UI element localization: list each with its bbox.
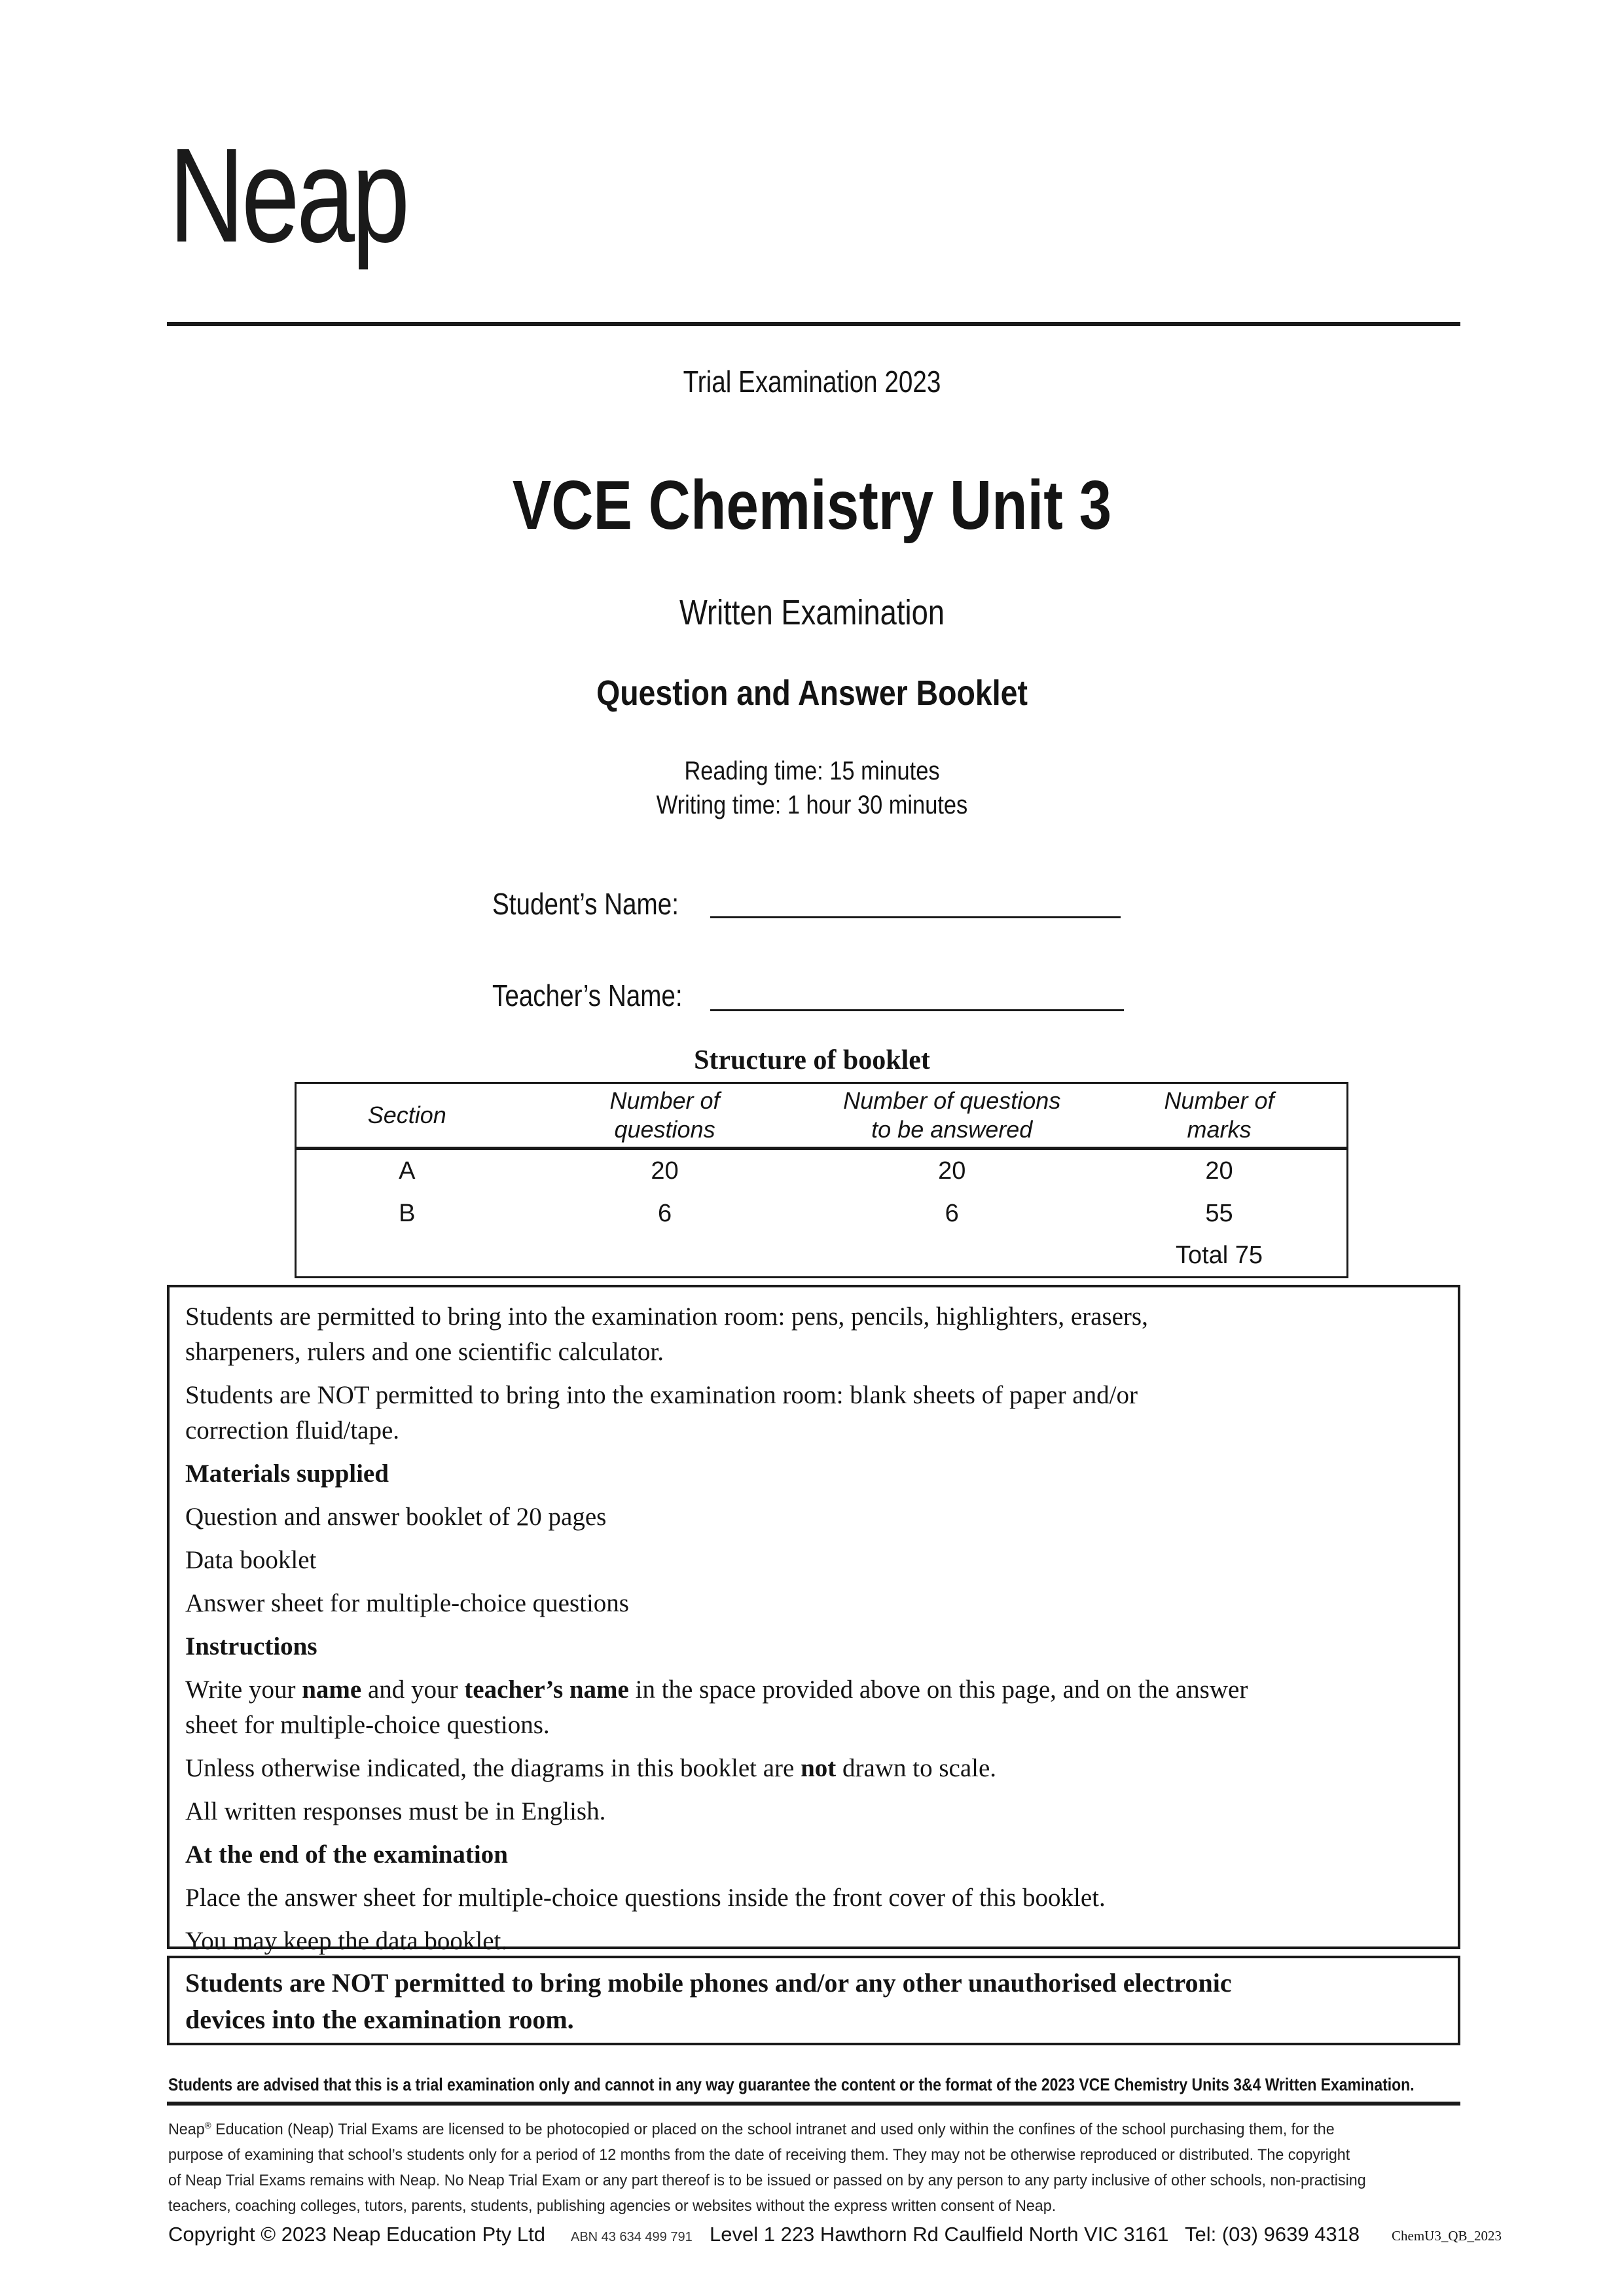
table-cell-empty	[518, 1235, 812, 1278]
text-line: correction fluid/tape.	[185, 1416, 400, 1444]
text-run-bold: name	[302, 1676, 362, 1704]
text-line: Students are NOT permitted to bring into the examination room: blank sheets of paper and/or	[185, 1381, 1138, 1409]
table-cell: A	[399, 1157, 416, 1185]
column-header-text: Number of questions to be answered	[843, 1087, 1061, 1143]
exam-series-title: Trial Examination 2023	[683, 365, 941, 399]
permitted-items-paragraph	[185, 1299, 1441, 1370]
telephone-text: Tel: (03) 9639 4318	[1185, 2223, 1360, 2246]
legal-line: of Neap Trial Exams remains with Neap. No Neap Trial Exam or any part thereof is to be issued or passed on by any person to any party inclusive of other schools, non-practising	[168, 2172, 1366, 2189]
table-cell-total: Total 75	[1175, 1241, 1263, 1269]
text-run: Education (Neap) Trial Exams are licensed to be photocopied or placed on the school intranet and used only within the confines of the school purchasing them, for the	[211, 2121, 1335, 2138]
teacher-name-label: Teacher’s Name:	[492, 978, 683, 1013]
copyright-text: Copyright © 2023 Neap Education Pty Ltd	[168, 2223, 546, 2246]
materials-item: Question and answer booklet of 20 pages	[185, 1503, 607, 1531]
text-run: in the space provided above on this page, and on the answer	[628, 1676, 1248, 1704]
exam-title: VCE Chemistry Unit 3	[512, 467, 1112, 544]
end-of-exam-heading: At the end of the examination	[185, 1840, 508, 1869]
table-cell: 20	[938, 1157, 966, 1185]
text-run: Neap	[168, 2121, 205, 2138]
materials-supplied-heading: Materials supplied	[185, 1460, 389, 1488]
write-name-instruction	[185, 1672, 1441, 1743]
table-cell: 55	[1205, 1199, 1233, 1227]
text-run: Write your	[185, 1676, 302, 1704]
not-permitted-items-paragraph	[185, 1378, 1441, 1448]
legal-line	[168, 2113, 1366, 2142]
text-line: Students are permitted to bring into the examination room: pens, pencils, highlighters, erasers,	[185, 1302, 1148, 1331]
table-cell-empty	[812, 1235, 1092, 1278]
text-line: devices into the examination room.	[185, 2005, 574, 2034]
column-header-section: Section	[367, 1102, 446, 1128]
materials-item: Answer sheet for multiple-choice questions	[185, 1589, 629, 1617]
text-run-bold: not	[801, 1754, 837, 1782]
footer-divider-rule	[167, 2102, 1460, 2106]
column-header-num-answered	[812, 1083, 1092, 1149]
column-header-num-marks	[1092, 1083, 1348, 1149]
table-cell: 6	[945, 1199, 959, 1227]
table-cell: B	[399, 1199, 416, 1227]
instructions-heading: Instructions	[185, 1632, 317, 1660]
structure-table-header-row	[296, 1083, 1348, 1149]
diagrams-scale-note	[185, 1751, 1441, 1786]
structure-table-title: Structure of booklet	[694, 1045, 930, 1075]
booklet-type-title: Question and Answer Booklet	[596, 673, 1028, 713]
table-cell: 6	[657, 1199, 672, 1227]
legal-line: teachers, coaching colleges, tutors, parents, students, publishing agencies or websites without the express written consent of Neap.	[168, 2197, 1056, 2215]
text-line	[185, 1672, 1441, 1708]
teacher-name-input[interactable]	[710, 1009, 1124, 1011]
column-header-text: Number of questions	[609, 1087, 720, 1143]
masthead-divider-rule	[167, 322, 1460, 326]
structure-table	[295, 1082, 1348, 1278]
text-run: Unless otherwise indicated, the diagrams in this booklet are	[185, 1754, 801, 1782]
trial-exam-advisory-note: Students are advised that this is a trial examination only and cannot in any way guarantee the content or the format of the 2023 VCE Chemistry Units 3&4 Written Examination.	[168, 2075, 1415, 2094]
text-run: drawn to scale.	[836, 1754, 997, 1782]
column-header-num-questions	[518, 1083, 812, 1149]
registered-trademark-symbol: ®	[204, 2120, 211, 2130]
address-text: Level 1 223 Hawthorn Rd Caulfield North VIC 3161	[710, 2223, 1169, 2246]
end-of-exam-item: Place the answer sheet for multiple-choice questions inside the front cover of this booklet.	[185, 1884, 1106, 1912]
text-run: and your	[361, 1676, 465, 1704]
text-line: Students are NOT permitted to bring mobile phones and/or any other unauthorised electronic	[185, 1968, 1232, 1998]
table-cell-empty	[296, 1235, 518, 1278]
exam-conditions-box	[167, 1285, 1460, 1955]
no-phones-warning-box	[167, 1956, 1460, 2045]
english-responses-note: All written responses must be in English.	[185, 1797, 606, 1825]
end-of-exam-item: You may keep the data booklet.	[185, 1927, 508, 1955]
column-header-text: Number of marks	[1164, 1087, 1274, 1143]
exam-subtitle: Written Examination	[679, 593, 945, 632]
document-code: ChemU3_QB_2023	[1392, 2228, 1502, 2244]
table-row-total	[296, 1235, 1348, 1278]
reading-time-text: Reading time: 15 minutes	[684, 757, 940, 785]
student-name-input[interactable]	[710, 916, 1121, 918]
table-row-section-b	[296, 1193, 1348, 1235]
table-row-section-a	[296, 1149, 1348, 1193]
writing-time-text: Writing time: 1 hour 30 minutes	[656, 791, 968, 819]
table-cell: 20	[651, 1157, 679, 1185]
table-cell: 20	[1205, 1157, 1233, 1185]
text-run-bold: teacher’s name	[464, 1676, 629, 1704]
text-line: sharpeners, rulers and one scientific calculator.	[185, 1338, 664, 1366]
text-line: sheet for multiple-choice questions.	[185, 1711, 550, 1739]
abn-text: ABN 43 634 499 791	[571, 2230, 693, 2244]
license-fine-print	[168, 2113, 1366, 2219]
neap-logo: Neap	[169, 120, 407, 270]
materials-item: Data booklet	[185, 1546, 317, 1574]
legal-line: purpose of examining that school’s students only for a period of 12 months from the date of receiving them. They may not be otherwise reproduced or distributed. The copyright	[168, 2146, 1350, 2164]
student-name-label: Student’s Name:	[492, 887, 679, 921]
